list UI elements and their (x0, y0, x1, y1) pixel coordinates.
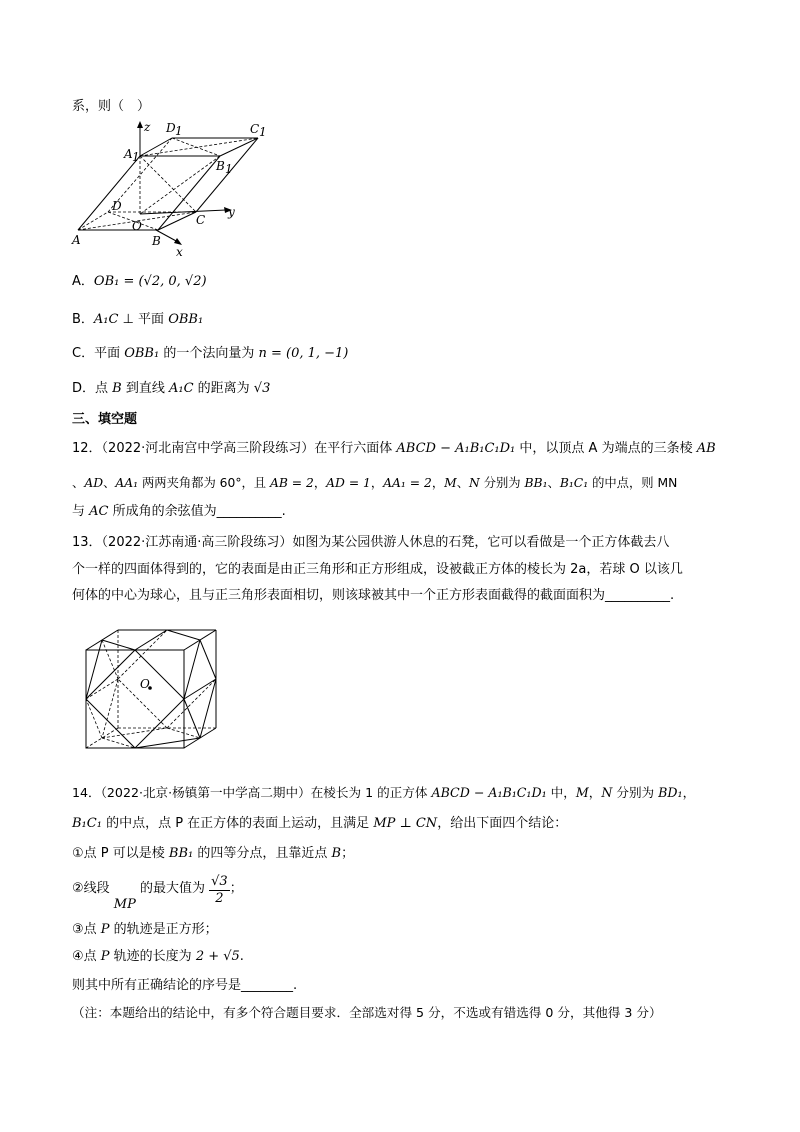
x-arrow (174, 238, 182, 245)
option-b: B．A₁C ⊥ 平面 OBB₁ (72, 312, 204, 327)
edge-b1b (158, 156, 220, 230)
label-o: O (132, 219, 142, 233)
z-arrow (137, 121, 143, 128)
label-d1: D (166, 121, 176, 135)
q12-line3: 与 AC 所成角的余弦值为__________. (72, 504, 286, 519)
svg-text:1: 1 (259, 125, 267, 139)
svg-text:1: 1 (225, 162, 233, 176)
label-z: z (144, 120, 151, 134)
label-d: D (112, 199, 122, 213)
front-square (86, 650, 184, 748)
fraction: $\frac{√3}{2}$ (211, 874, 228, 906)
label-b: B (152, 234, 161, 248)
svg-text:1: 1 (175, 124, 183, 138)
edge-a1a (78, 156, 140, 230)
label-o-center: O (140, 677, 150, 691)
label-y: y (228, 205, 235, 219)
q14-conclusion-1: ①点 P 可以是棱 BB₁ 的四等分点，且靠近点 B； (72, 846, 355, 861)
q12-line2: 、AD、AA₁ 两两夹角都为 60°，且 AB = 2，AD = 1，AA₁ = 2，M、N 分别为 BB₁、B₁C₁ 的中点，则 MN (72, 476, 678, 490)
a1-c1-hidden (140, 138, 258, 156)
q14-note: （注：本题给出的结论中，有多个符合题目要求．全部选对得 5 分，不选或有错选得 0 分，其他得 3 分） (72, 1005, 662, 1020)
svg-text:1: 1 (132, 150, 140, 164)
label-c1: C (250, 122, 260, 136)
label-x: x (176, 245, 183, 259)
q14-question: 则其中所有正确结论的序号是________. (72, 978, 298, 993)
d1-b1-hidden (172, 138, 220, 156)
option-d: D．点 B 到直线 A₁C 的距离为 √3 (72, 381, 271, 396)
cuboctahedron-figure (78, 626, 224, 750)
section-heading: 三、填空题 (72, 412, 138, 427)
option-a: A．OB₁ = (√2, 0, √2) (72, 274, 207, 289)
q13-line1: 13．（2022·江苏南通·高三阶段练习）如图为某公园供游人休息的石凳，它可以看做是一个正方体截去八 (72, 535, 670, 550)
option-c: C．平面 OBB₁ 的一个法向量为 n = (0, 1, −1) (72, 346, 349, 361)
a1-c-hidden (140, 156, 196, 212)
q14-conclusion-3: ③点 P 的轨迹是正方形； (72, 922, 218, 937)
q13-line3: 何体的中心为球心，且与正三角形表面相切，则该球被其中一个正方形表面截得的截面面积为__________. (72, 588, 675, 603)
label-c: C (196, 213, 206, 227)
label-a: A (72, 233, 81, 247)
q14-line1: 14．（2022·北京·杨镇第一中学高二期中）在棱长为 1 的正方体 ABCD − A₁B₁C₁D₁ 中，M，N 分别为 BD₁， (72, 785, 696, 800)
edge-ad-hidden (78, 212, 108, 230)
intro-text: 系，则（ ） (72, 99, 151, 114)
q14-conclusion-2: ②线段 MP 的最大值为 $\frac{√3}{2}$ ； (72, 874, 243, 912)
q12-line1: 12．（2022·河北南宫中学高三阶段练习）在平行六面体 ABCD − A₁B₁C₁D₁ 中，以顶点 A 为端点的三条棱 AB (72, 441, 716, 456)
q14-line2: B₁C₁ 的中点，点 P 在正方体的表面上运动，且满足 MP ⊥ CN，给出下面四个结论： (72, 816, 568, 831)
label-b1: B (216, 159, 225, 173)
parallelepiped-figure (68, 118, 278, 260)
label-a1: A (124, 147, 133, 161)
b1-o-hidden (140, 156, 220, 214)
q14-conclusion-4: ④点 P 轨迹的长度为 2 + √5. (72, 949, 244, 964)
q13-line2: 个一样的四面体得到的，它的表面是由正三角形和正方形组成，设被截正方体的棱长为 2a，若球 O 以该几 (72, 562, 683, 577)
